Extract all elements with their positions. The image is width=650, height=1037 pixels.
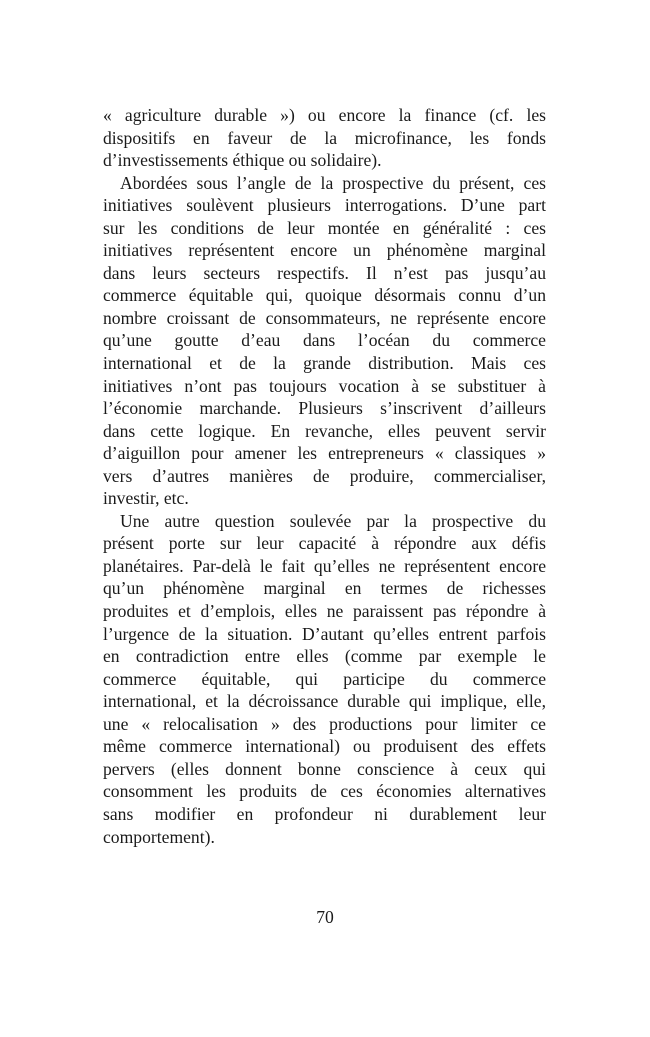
text-line: initiatives représentent encore un phénomène marginal	[103, 240, 546, 261]
text-line: initiatives soulèvent plusieurs interrogations. D’une part	[103, 195, 546, 216]
text-line: consomment les produits de ces économies alternatives	[103, 781, 546, 802]
paragraph-2	[103, 172, 546, 510]
page-number: 70	[316, 907, 334, 927]
page-body	[103, 104, 546, 848]
text-line: même commerce international) ou produisent des effets	[103, 736, 546, 757]
text-line: commerce équitable qui, quoique désormais connu d’un	[103, 285, 546, 306]
text-line: qu’un phénomène marginal en termes de richesses	[103, 578, 546, 599]
text-line: investir, etc.	[103, 488, 189, 509]
text-line: Abordées sous l’angle de la prospective du présent, ces	[120, 172, 546, 193]
text-line: initiatives n’ont pas toujours vocation à se substituer à	[103, 375, 546, 396]
paragraph-1	[103, 104, 546, 172]
text-line: dans leurs secteurs respectifs. Il n’est pas jusqu’au	[103, 262, 546, 283]
text-line: présent porte sur leur capacité à répondre aux défis	[103, 533, 546, 554]
text-line: vers d’autres manières de produire, commercialiser,	[103, 465, 546, 486]
text-line: sans modifier en profondeur ni durablement leur	[103, 803, 546, 824]
text-line: international et de la grande distribution. Mais ces	[103, 353, 546, 374]
text-line: d’investissements éthique ou solidaire).	[103, 150, 382, 171]
text-line: l’urgence de la situation. D’autant qu’elles entrent parfois	[103, 623, 546, 644]
text-line: d’aiguillon pour amener les entrepreneurs « classiques »	[103, 443, 546, 464]
text-line: produites et d’emplois, elles ne paraissent pas répondre à	[103, 601, 546, 622]
text-line: dispositifs en faveur de la microfinance, les fonds	[103, 127, 546, 148]
text-line: international, et la décroissance durable qui implique, elle,	[103, 691, 546, 712]
paragraph-3	[103, 510, 546, 848]
text-line: « agriculture durable ») ou encore la finance (cf. les	[103, 105, 546, 125]
text-line: Une autre question soulevée par la prospective du	[120, 510, 546, 531]
text-line: commerce équitable, qui participe du commerce	[103, 668, 546, 689]
text-line: planétaires. Par-delà le fait qu’elles ne représentent encore	[103, 555, 546, 576]
text-line: une « relocalisation » des productions pour limiter ce	[103, 713, 546, 734]
text-line: pervers (elles donnent bonne conscience à ceux qui	[103, 758, 546, 779]
text-line: nombre croissant de consommateurs, ne représente encore	[103, 307, 546, 328]
text-line: en contradiction entre elles (comme par exemple le	[103, 646, 546, 667]
text-line: qu’une goutte d’eau dans l’océan du commerce	[103, 330, 546, 351]
text-line: sur les conditions de leur montée en généralité : ces	[103, 217, 546, 238]
text-line: l’économie marchande. Plusieurs s’inscrivent d’ailleurs	[103, 398, 546, 419]
text-line: dans cette logique. En revanche, elles peuvent servir	[103, 420, 546, 441]
text-line: comportement).	[103, 826, 215, 847]
